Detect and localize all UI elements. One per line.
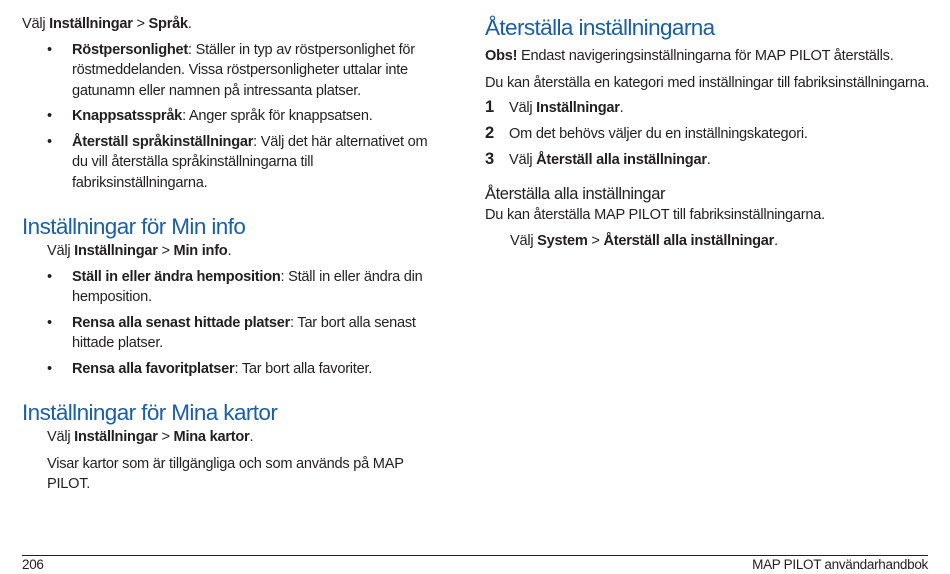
my-info-options-list (22, 267, 442, 380)
section-heading-my-maps: Inställningar för Mina kartor (22, 400, 278, 425)
reset-all-intro: Välj System > Återställ alla inställningar. (510, 233, 778, 249)
language-options-list (22, 40, 442, 194)
reset-all-paragraph: Du kan återställa MAP PILOT till fabriksinställningarna. (485, 206, 825, 223)
subsection-heading-reset-all: Återställa alla inställningar (485, 184, 666, 203)
list-item: • Återställ språkinställningar: Välj det här alternativet om du vill återställa språkinställningarna till fabriksinställningarna. (47, 133, 428, 191)
my-info-intro: Välj Inställningar > Min info. (47, 243, 232, 259)
list-item: • Ställ in eller ändra hemposition: Ställ in eller ändra din hemposition. (47, 268, 423, 305)
note-paragraph: Obs! Endast navigeringsinställningarna för MAP PILOT återställs. (485, 48, 894, 64)
step-item: 2 Om det behövs väljer du en inställningskategori. (485, 124, 808, 142)
reset-category-paragraph: Du kan återställa en kategori med inställningar till fabriksinställningarna. (485, 74, 930, 91)
step-item: 1 Välj Inställningar. (485, 98, 624, 116)
my-maps-intro: Välj Inställningar > Mina kartor. (47, 429, 254, 445)
left-column (22, 14, 442, 495)
right-column (485, 14, 935, 252)
footer-doc-title: MAP PILOT användarhandbok (752, 557, 928, 572)
language-intro: Välj Inställningar > Språk. (22, 16, 192, 32)
section-heading-my-info: Inställningar för Min info (22, 214, 246, 239)
step-item: 3 Välj Återställ alla inställningar. (485, 150, 711, 168)
list-item: • Knappsatsspråk: Anger språk för knappsatsen. (47, 108, 373, 124)
list-item: • Rensa alla favoritplatser: Tar bort alla favoriter. (47, 360, 373, 377)
list-item: • Röstpersonlighet: Ställer in typ av röstpersonlighet för röstmeddelanden. Vissa röstpersonligheter uttalar inte gatunamn eller namnen på intressanta platser. (47, 41, 415, 99)
my-maps-description: Visar kartor som är tillgängliga och som används på MAP PILOT. (47, 455, 404, 492)
page-number: 206 (22, 557, 44, 572)
reset-steps-list (485, 98, 935, 171)
note-label: Obs! (485, 48, 518, 64)
list-item: • Rensa alla senast hittade platser: Tar bort alla senast hittade platser. (47, 314, 416, 351)
section-heading-reset: Återställa inställningarna (485, 15, 715, 40)
